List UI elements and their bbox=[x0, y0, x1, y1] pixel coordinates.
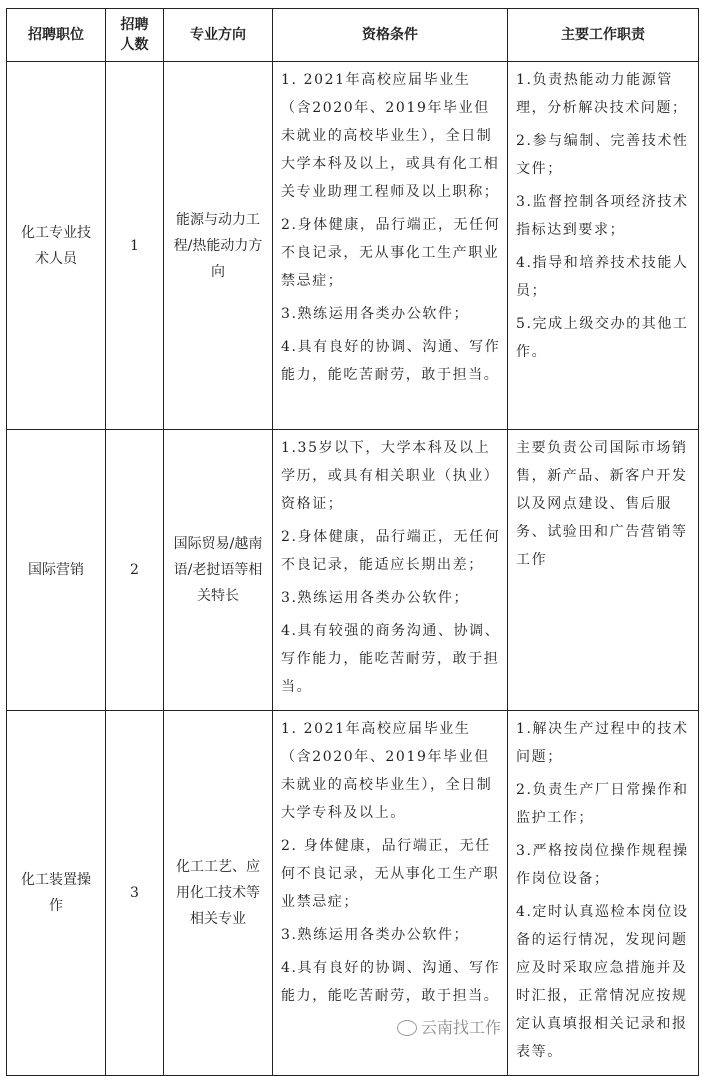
duties-item: 5.完成上级交办的其他工作。 bbox=[516, 316, 689, 360]
qualifications-cell bbox=[273, 711, 508, 1076]
count-cell: 1 bbox=[106, 62, 164, 430]
duties-item: 1.解决生产过程中的技术问题； bbox=[516, 721, 689, 765]
qualifications-item: 4.具有较强的商务沟通、协调、写作能力，能吃苦耐劳，敢于担当。 bbox=[281, 623, 501, 695]
table-row bbox=[7, 62, 699, 430]
duties-cell bbox=[508, 711, 699, 1076]
qualifications-item: 4.具有良好的协调、沟通、写作能力，能吃苦耐劳，敢于担当。 bbox=[281, 339, 501, 383]
header-count bbox=[106, 9, 164, 62]
qualifications-cell bbox=[273, 430, 508, 711]
qualifications-item: 2.身体健康，品行端正，无任何不良记录，能适应长期出差； bbox=[281, 529, 501, 573]
qualifications-item: 2.身体健康，品行端正，无任何不良记录，无从事化工生产职业禁忌症； bbox=[281, 217, 501, 289]
duties-item: 1.负责热能动力能源管理，分析解决技术问题； bbox=[516, 72, 688, 116]
duties-item: 主要负责公司国际市场销售，新产品、新客户开发以及网点建设、售后服务、试验田和广告营销等工作 bbox=[516, 440, 688, 568]
major-cell: 能源与动力工程/热能动力方向 bbox=[164, 62, 273, 430]
table-row bbox=[7, 430, 699, 711]
duties-item: 3.监督控制各项经济技术指标达到要求； bbox=[516, 194, 689, 238]
qualifications-item: 2. 身体健康，品行端正，无任何不良记录，无从事化工生产职业禁忌症； bbox=[281, 838, 500, 910]
major-cell: 化工工艺、应用化工技术等相关专业 bbox=[164, 711, 273, 1076]
duties-item: 2.负责生产厂日常操作和监护工作； bbox=[516, 782, 689, 826]
duties-cell bbox=[508, 62, 699, 430]
count-cell: 3 bbox=[106, 711, 164, 1076]
qualifications-item: 3.熟练运用各类办公软件； bbox=[281, 590, 470, 606]
position-cell: 化工专业技术人员 bbox=[7, 62, 106, 430]
qualifications-cell bbox=[273, 62, 508, 430]
recruitment-table bbox=[6, 8, 699, 1076]
qualifications-item: 1.35岁以下，大学本科及以上学历，或具有相关职业（执业）资格证； bbox=[281, 440, 500, 512]
major-cell: 国际贸易/越南语/老挝语等相关特长 bbox=[164, 430, 273, 711]
header-qualifications: 资格条件 bbox=[273, 9, 508, 62]
count-cell: 2 bbox=[106, 430, 164, 711]
watermark-text: 云南找工作 bbox=[420, 1018, 501, 1037]
position-cell: 化工装置操作 bbox=[7, 711, 106, 1076]
qualifications-item: 1. 2021年高校应届毕业生（含2020年、2019年毕业但未就业的高校毕业生），全日制大学专科及以上。 bbox=[281, 721, 493, 821]
header-row bbox=[7, 9, 699, 62]
header-major: 专业方向 bbox=[164, 9, 273, 62]
qualifications-item: 4.具有良好的协调、沟通、写作能力，能吃苦耐劳，敢于担当。 bbox=[281, 960, 501, 1004]
duties-item: 2.参与编制、完善技术性文件； bbox=[516, 133, 689, 177]
qualifications-item: 3.熟练运用各类办公软件； bbox=[281, 306, 470, 322]
duties-item: 4.定时认真巡检本岗位设备的运行情况，发现问题应及时采取应急措施并及时汇报，正常情况应按规定认真填报相关记录和报表等。 bbox=[516, 904, 689, 1060]
position-cell: 国际营销 bbox=[7, 430, 106, 711]
header-position: 招聘职位 bbox=[7, 9, 106, 62]
table-row bbox=[7, 711, 699, 1076]
duties-cell bbox=[508, 430, 699, 711]
qualifications-item: 3.熟练运用各类办公软件； bbox=[281, 927, 470, 943]
duties-item: 3.严格按岗位操作规程操作岗位设备； bbox=[516, 843, 689, 887]
header-count-label: 招聘人数 bbox=[120, 17, 149, 53]
header-duties: 主要工作职责 bbox=[508, 9, 699, 62]
duties-item: 4.指导和培养技术技能人员； bbox=[516, 255, 689, 299]
watermark bbox=[281, 1018, 501, 1038]
wechat-icon bbox=[397, 1020, 417, 1036]
qualifications-item: 1. 2021年高校应届毕业生（含2020年、2019年毕业但未就业的高校毕业生），全日制大学本科及以上，或具有化工相关专业助理工程师及以上职称； bbox=[281, 72, 500, 200]
